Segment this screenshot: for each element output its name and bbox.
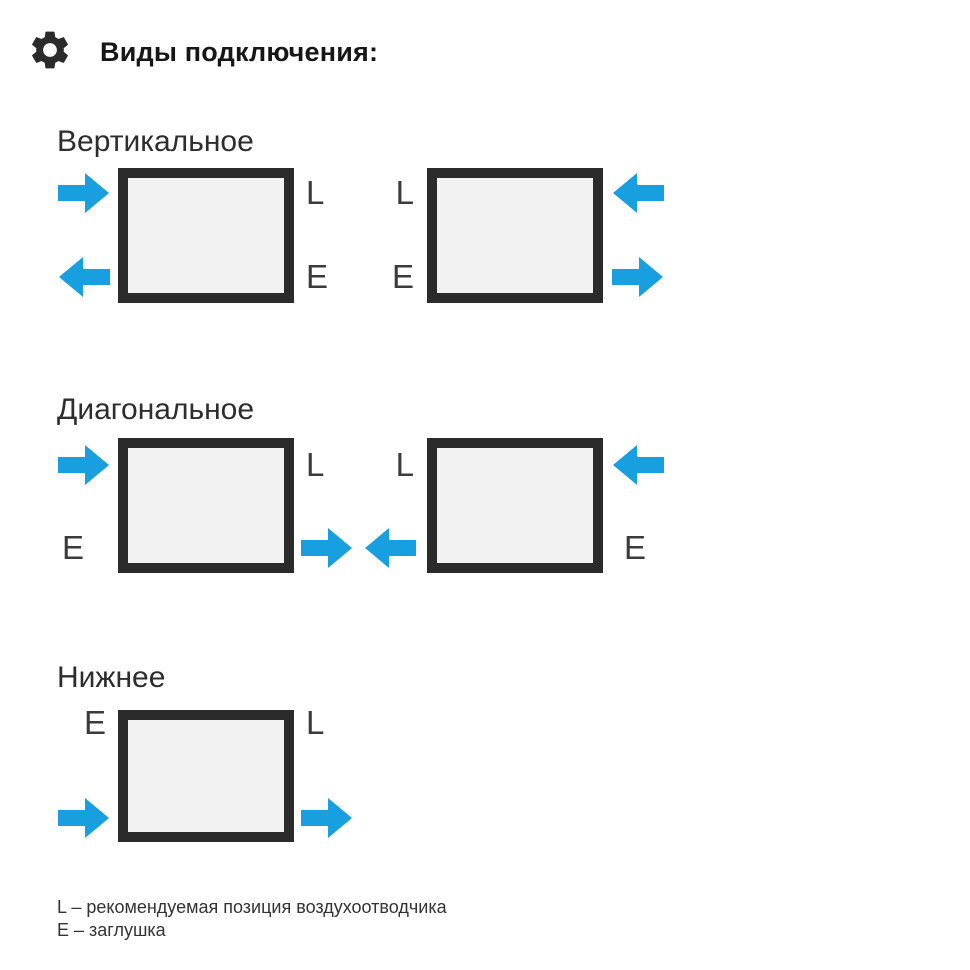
section-title-vertical: Вертикальное: [57, 125, 254, 158]
radiator-rect: [427, 168, 603, 303]
flow-inlet-arrow-right-icon: [58, 797, 110, 839]
flow-inlet-arrow-left-icon: [612, 444, 664, 486]
flow-inlet-arrow-left-icon: [612, 172, 664, 214]
port-label-L: L: [306, 446, 325, 483]
port-label-L: L: [395, 174, 414, 211]
legend-line-plug: E – заглушка: [57, 920, 166, 940]
flow-inlet-arrow-right-icon: [58, 172, 110, 214]
gear-icon: [27, 27, 73, 73]
port-label-L: L: [395, 446, 414, 483]
port-label-E: E: [83, 704, 106, 741]
section-title-bottom: Нижнее: [57, 661, 166, 694]
radiator-rect: [427, 438, 603, 573]
flow-outlet-arrow-right-icon: [301, 797, 353, 839]
flow-inlet-arrow-right-icon: [58, 444, 110, 486]
port-label-E: E: [391, 258, 414, 295]
section-title-diagonal: Диагональное: [57, 393, 255, 426]
flow-outlet-arrow-right-icon: [301, 527, 353, 569]
radiator-rect: [118, 438, 294, 573]
radiator-rect: [118, 168, 294, 303]
flow-outlet-arrow-left-icon: [58, 256, 110, 298]
port-label-E: E: [62, 529, 85, 566]
page-title: Виды подключения:: [100, 37, 379, 67]
flow-outlet-arrow-right-icon: [612, 256, 664, 298]
port-label-L: L: [306, 704, 325, 741]
legend: [57, 896, 447, 942]
radiator-rect: [118, 710, 294, 842]
port-label-E: E: [306, 258, 329, 295]
legend-line-air-vent: L – рекомендуемая позиция воздухоотводчика: [57, 897, 447, 917]
port-label-E: E: [624, 529, 647, 566]
flow-outlet-arrow-left-icon: [364, 527, 416, 569]
port-label-L: L: [306, 174, 325, 211]
